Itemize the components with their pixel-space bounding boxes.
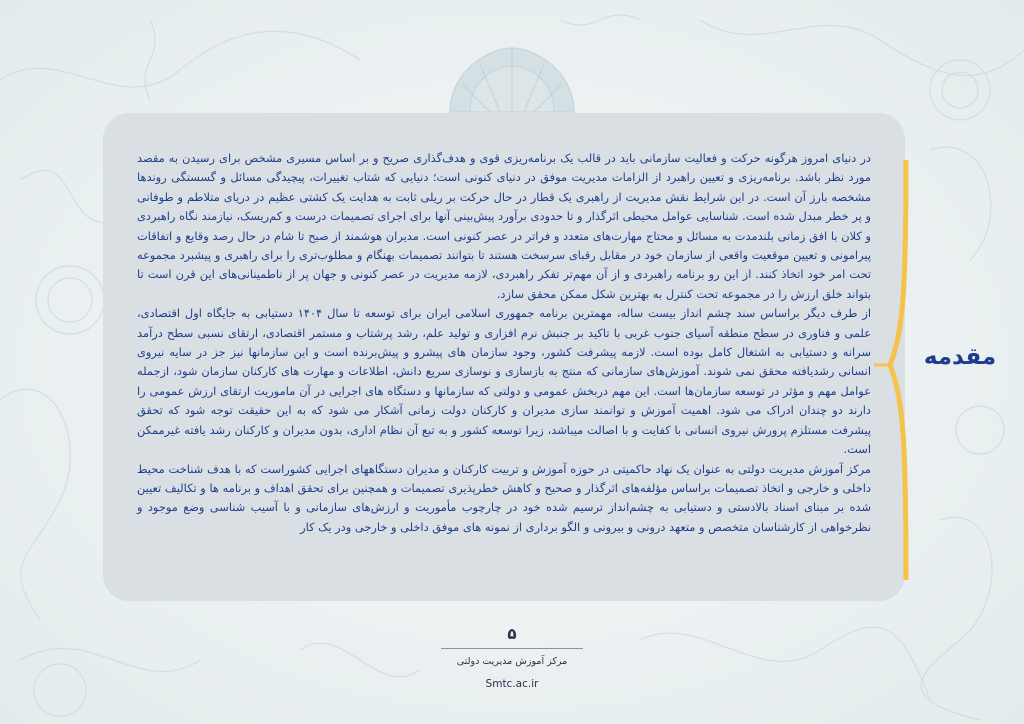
paragraph-1: در دنیای امروز هرگونه حرکت و فعالیت سازمانی باید در قالب یک برنامه‌ریزی قوی و هدف‌گذاری صریح و بر اساس مسیری مشخص برای رسیدن به مقصد مورد نظر باشد. برنامه‌ریزی و تعیین راهبرد از الزامات مدیریت موفق در دنیای کنونی است؛ دنیایی که شتاب تغییرات، پیچیدگی مسائل و گسستگی روندها مشخصه بارز آن است. در این شرایط نقش مدیریت از راهبری یک قطار در حال حرکت بر ریلی ثابت به هدایت یک کشتی عظیم در دریای متلاطم و طوفانی و پر خطر مبدل شده است. شناسایی عوامل محیطی اثرگذار و تا حدودی برآورد پیش‌بینی آنها برای اجرای تصمیمات درست و کم‌ریسک، نیازمند نگاه راهبردی و کلان با افق زمانی بلندمدت به مسائل و محتاج مهارت‌های متعدد و فراتر در عصر کنونی است. مدیران هوشمند از صبح تا شام در حال رصد وقایع و اتفاقات پیرامونی و تعیین موقعیت واقعی از سازمان خود در مقابل رقبای سرسخت هستند تا بتوانند تصمیمات بهنگام و مطلوب‌تری را برای راهبری و پیشبرد مجموعه تحت امر خود اتخاذ کنند. از این رو برنامه راهبردی و از آن مهم‌تر تفکر راهبردی، لازمه مدیریت در عصر کنونی و جهان پر از ناطمینانی‌های این قرن است تا بتواند خلق ارزش را در مجموعه تحت کنترل به بهترین شکل ممکن محقق سازد. [137,151,871,301]
content-panel [103,113,905,601]
footer-divider [441,648,583,649]
paragraph-3: مرکز آموزش مدیریت دولتی به عنوان یک نهاد حاکمیتی در حوزه آموزش و تربیت کارکنان و مدیران دستگاههای اجرایی کشوراست که با هدف شناخت محیط داخلی و خارجی و اتخاذ تصمیمات براساس مؤلفه‌های اثرگذار و صحیح و کاهش خطرپذیری تصمیمات و همچنین برای تحقق اهداف و برنامه ها و تکالیف تعیین شده بر مبنای اسناد بالادستی و دستیابی به چشم‌انداز ترسیم شده خود در چارچوب مأموریت و ارزش‌های سازمانی و با آسیب شناسی وضع موجود و نظرخواهی از کارشناسان متخصص و متعهد درونی و بیرونی و الگو برداری از نمونه های موفق داخلی و خارجی ودر یک کار [137,461,871,534]
website-link[interactable]: Smtc.ac.ir [485,678,539,690]
title-bracket-ornament [860,160,920,580]
organization-name: مرکز آموزش مدیریت دولتی [456,656,568,667]
introduction-text [137,149,871,537]
page-number: ۵ [507,625,517,643]
page-footer [432,624,592,691]
paragraph-2: از طرف دیگر براساس سند چشم انداز بیست ساله، مهمترین برنامه جمهوری اسلامی ایران برای توسعه تا سال ۱۴۰۴ دستیابی به جایگاه اول اقتصادی، علمی و فناوری در سطح منطقه آسیای جنوب غربی با تاکید بر جنبش نرم افزاری و تولید علم، رشد پرشتاب و مستمر اقتصادی، ارتقای نسبی سطح درآمد سرانه و دستیابی به اشتغال کامل بوده است. لازمه پیشرفت کشور، وجود سازمان های پیشرو و پیش‌برنده است و این سازمانها نیز جز در سایه نیروی انسانی رشدیافته محقق نمی شوند. آموزش‌های سازمانی که منتج به بازسازی و نوسازی سریع دانش، اطلاعات و مهارت های کارکنان سازمان شود، ازجمله عوامل مهم و مؤثر در توسعه سازمان‌ها است. این مهم دربخش عمومی و دولتی که سازمانها و دستگاه های اجرایی در آن ماموریت ارتقای ارزش عمومی را دارند دو چندان ادراک می شود. اهمیت آموزش و توانمند سازی مدیران و کارکنان دولت زمانی آشکار می شود که به این حقیقت توجه شود که تحقق پیشرفت مستلزم پرورش نیروی انسانی با کفایت و با اصالت میباشد، زیرا توسعه کشور و به تبع آن نظام اداری، بدون مدیران و کارکنان رشد یافته غیرممکن است. [137,306,871,457]
section-title: مقدمه [923,344,997,370]
